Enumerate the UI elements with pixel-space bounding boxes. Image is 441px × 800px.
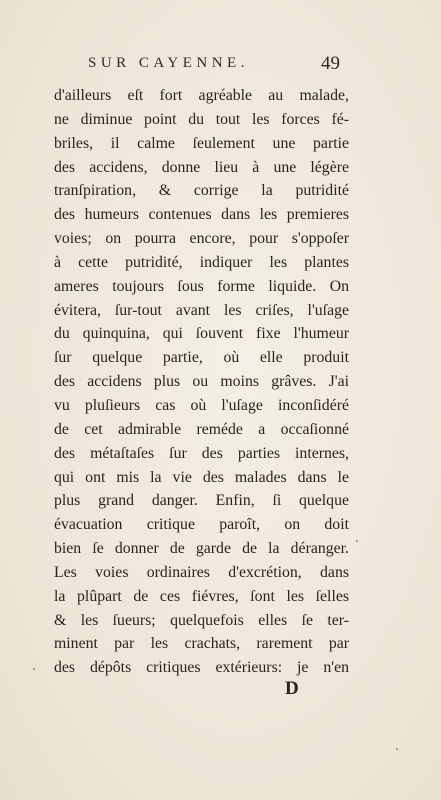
text-line: Les voies ordinaires d'excrétion, dans — [54, 563, 349, 581]
text-line: qui ont mis la vie des malades dans le — [54, 468, 349, 486]
text-line: des accidens, donne lieu à une légère — [54, 158, 349, 176]
text-line: voies; on pourra encore, pour s'oppoſer — [54, 230, 349, 248]
text-line: briles, il calme ſeulement une partie — [54, 134, 349, 152]
text-line: évacuation critique paroît, on doit — [54, 516, 349, 534]
text-line: à cette putridité, indiquer les plantes — [54, 253, 349, 271]
text-line: ſur quelque partie, où elle produit — [54, 349, 349, 367]
body-text — [54, 84, 349, 680]
text-line: des humeurs contenues dans les premieres — [54, 206, 349, 224]
text-line: d'ailleurs eſt fort agréable au malade, — [54, 87, 349, 104]
catchword: D — [285, 678, 299, 699]
text-line: tranſpiration, & corrige la putridité — [54, 182, 349, 200]
text-line: plus grand danger. Enfin, ſi quelque — [54, 492, 349, 510]
text-line: des accidens plus ou moins grâves. J'ai — [54, 373, 349, 391]
paper-speck — [396, 748, 398, 750]
text-line: des métaſtaſes ſur des parties internes, — [54, 444, 349, 462]
text-line: ameres toujours ſous forme liquide. On — [54, 277, 349, 295]
text-line: bien ſe donner de garde de la déranger. — [54, 540, 349, 558]
text-line: & les ſueurs; quelquefois elles ſe ter- — [54, 611, 349, 629]
text-line: la plûpart de ces fiévres, ſont les ſelles — [54, 587, 349, 605]
text-line: du quinquina, qui ſouvent fixe l'humeur — [54, 325, 349, 343]
running-head: SUR CAYENNE. — [88, 55, 249, 71]
paper-speck — [33, 668, 35, 670]
text-line: évitera, ſur-tout avant les criſes, l'uſage — [54, 301, 349, 319]
text-line: des dépôts critiques extérieurs: je n'en — [54, 659, 349, 677]
text-line: vu pluſieurs cas où l'uſage inconſidéré — [54, 396, 349, 414]
paper-speck — [356, 540, 358, 542]
text-line: ne diminue point du tout les forces fé- — [54, 110, 349, 128]
text-line: de cet admirable reméde a occaſionné — [54, 420, 349, 438]
text-line: minent par les crachats, rarement par — [54, 635, 349, 653]
page-number: 49 — [321, 53, 340, 74]
